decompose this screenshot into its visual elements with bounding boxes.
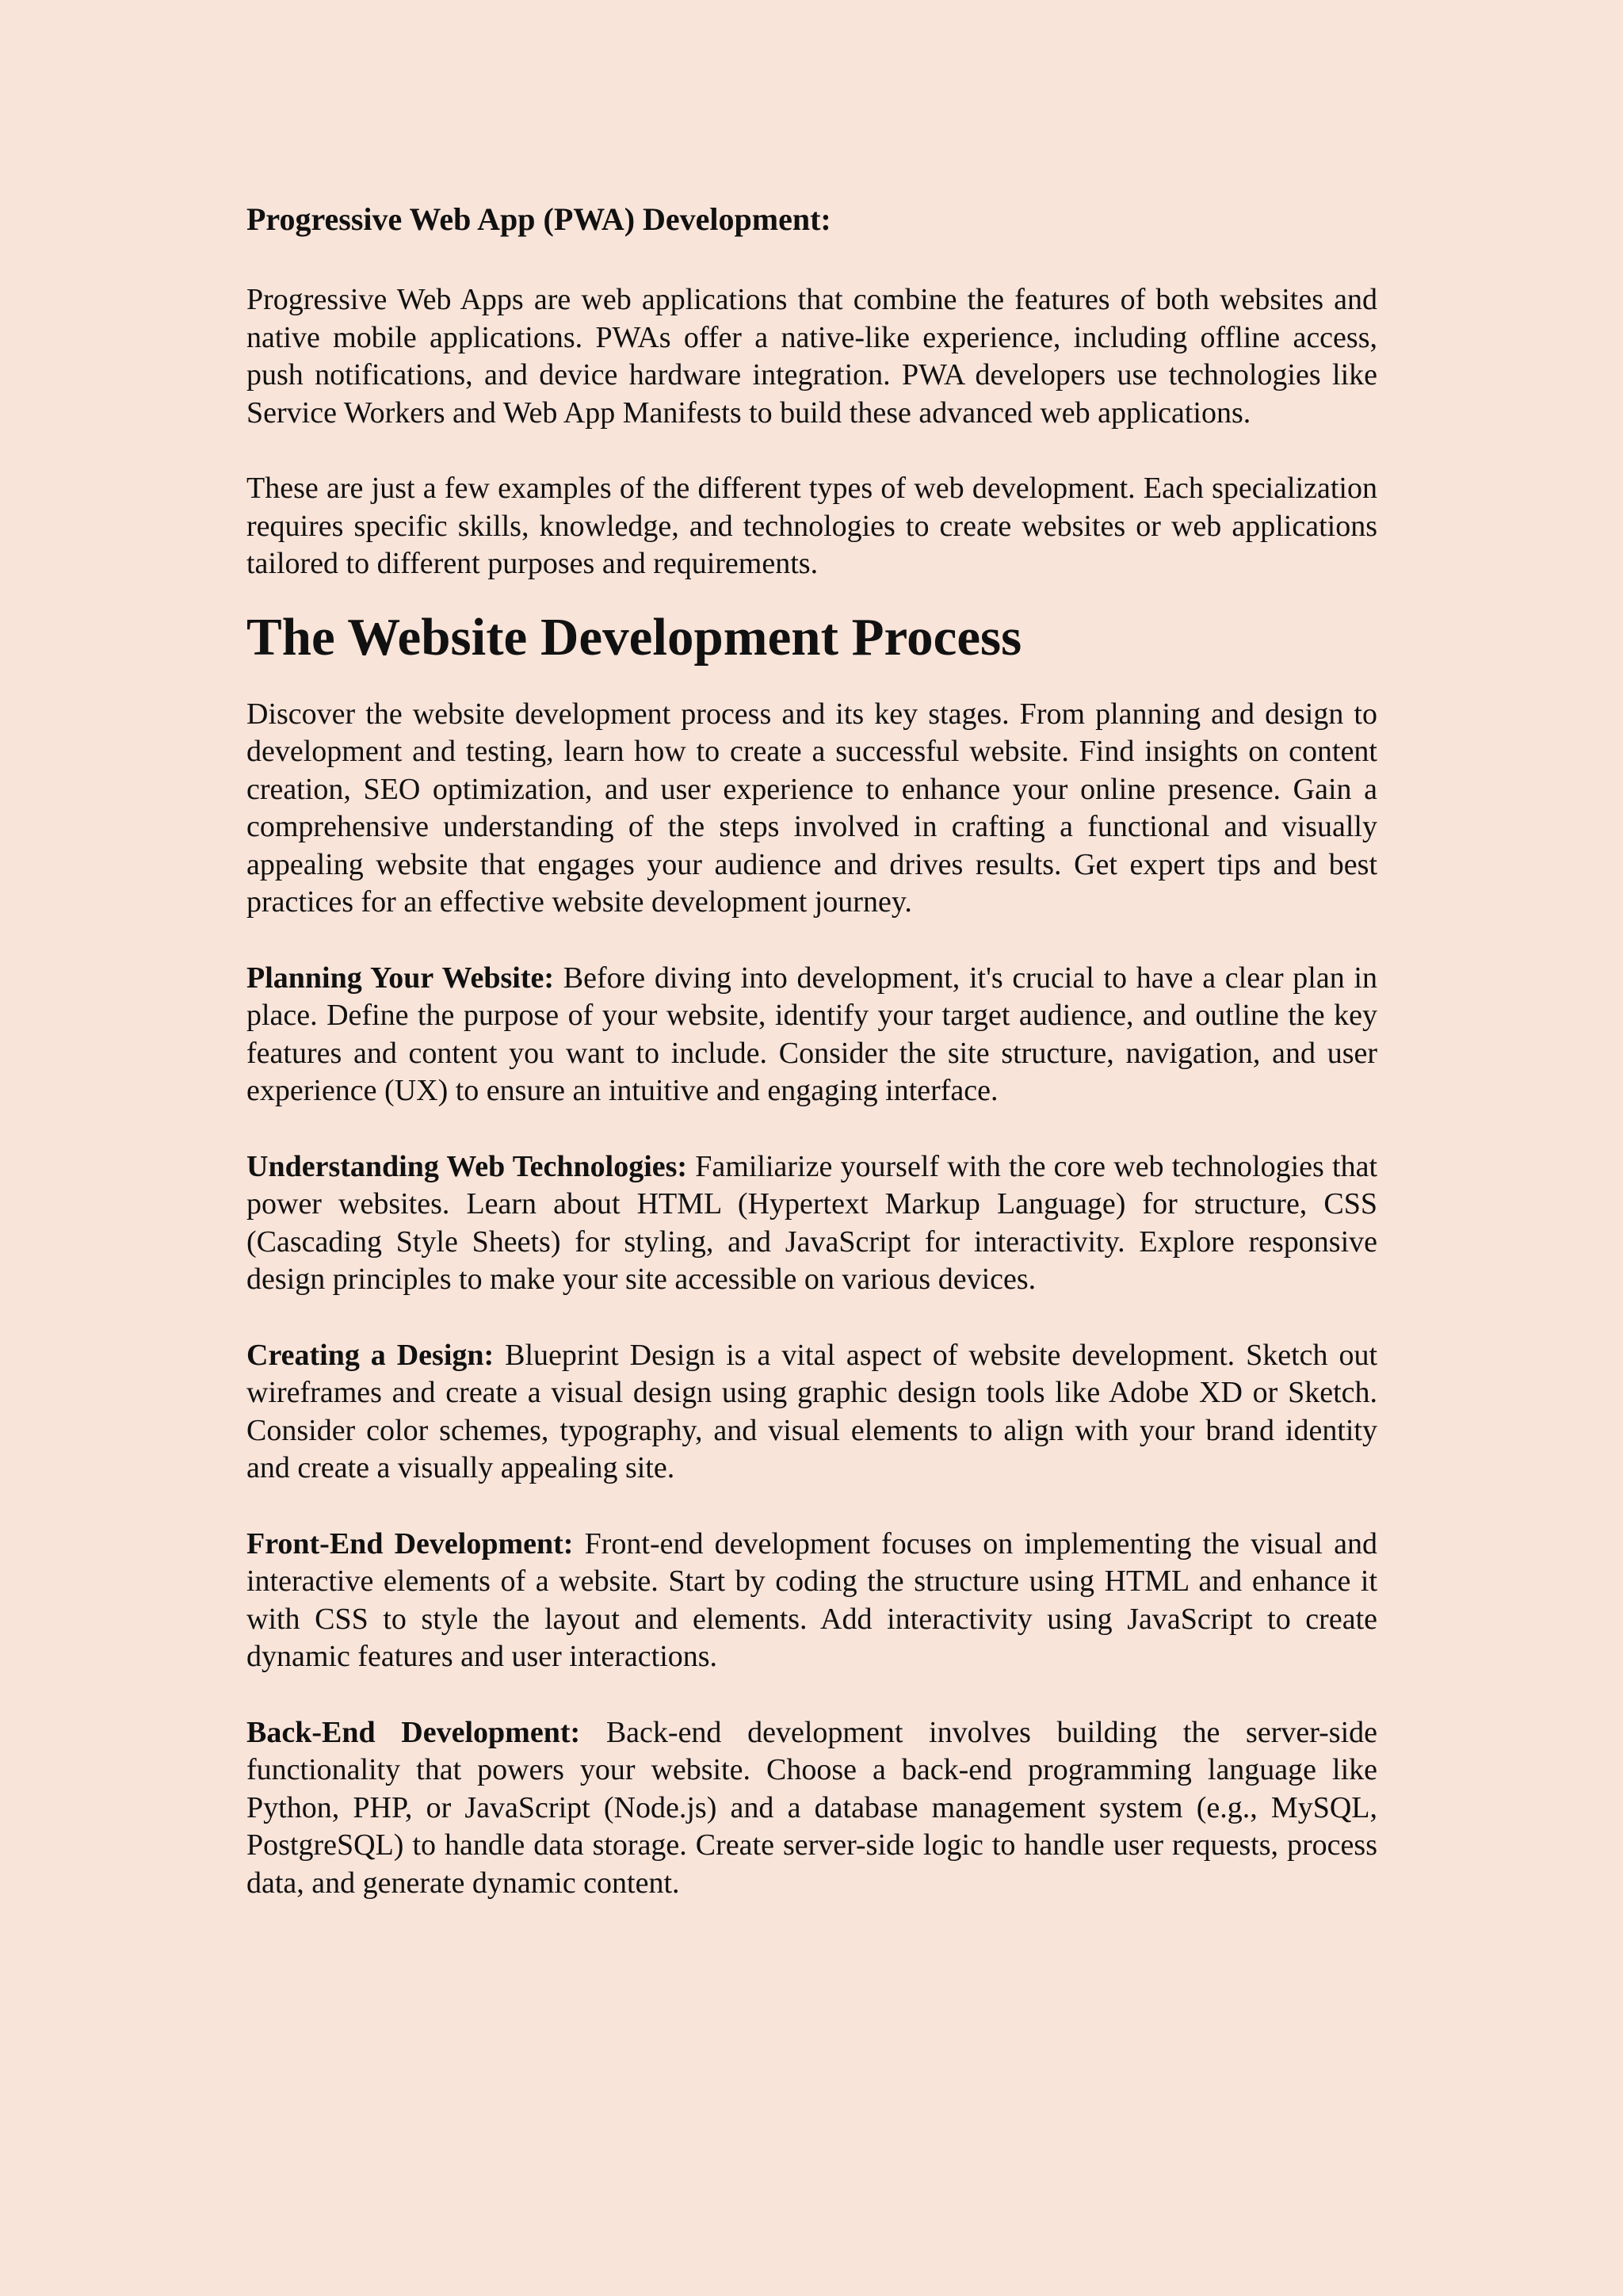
spacer: [246, 1299, 1377, 1337]
step-design-term: Creating a Design:: [246, 1338, 495, 1372]
step-technologies-paragraph: [246, 1148, 1377, 1299]
process-title: The Website Development Process: [246, 607, 1022, 667]
spacer: [246, 669, 1377, 696]
summary-paragraph: These are just a few examples of the different types of web development. Each specialization requires specific skills, knowledge, and technologies to create websites or web applications tailored to different purposes and requirements.: [246, 472, 1377, 580]
step-planning-text: Before diving into development, it's crucial to have a clear plan in place. Define the purpose of your website, identify your target audience, and outline the key features and content you want to include. Consider the site structure, navigation, and user experience (UX) to ensure an intuitive and engaging interface.: [246, 961, 1377, 1107]
step-backend-term: Back-End Development:: [246, 1715, 581, 1749]
step-backend-paragraph: [246, 1714, 1377, 1903]
spacer: [246, 1676, 1377, 1714]
spacer: [246, 922, 1377, 960]
step-backend-text: Back-end development involves building the server-side functionality that powers your website. Choose a back-end programming language like Python, PHP, or JavaScript (Node.js) and a database management system (e.g., MySQL, PostgreSQL) to handle data storage. Create server-side logic to handle user requests, process data, and generate dynamic content.: [246, 1715, 1377, 1900]
step-frontend-text: Front-end development focuses on implementing the visual and interactive elements of a website. Start by coding the structure using HTML and enhance it with CSS to style the layout and elements. Add interactivity using JavaScript to create dynamic features and user interactions.: [246, 1526, 1377, 1673]
spacer: [246, 1110, 1377, 1148]
step-technologies-text: Familiarize yourself with the core web technologies that power websites. Learn about HTML (Hypertext Markup Language) for structure, CSS (Cascading Style Sheets) for styling, and JavaScript for interactivity. Explore responsive design principles to make your site accessible on various devices.: [246, 1149, 1378, 1296]
spacer: [246, 432, 1377, 470]
process-intro-paragraph: Discover the website development process and its key stages. From planning and design to development and testing, learn how to create a successful website. Find insights on content creation, SEO optimization, and user experience to enhance your online presence. Gain a comprehensive understanding of the steps involved in crafting a functional and visually appealing website that engages your audience and drives results. Get expert tips and best practices for an effective website development journey.: [246, 697, 1377, 919]
step-planning-paragraph: [246, 960, 1377, 1110]
step-frontend-term: Front-End Development:: [246, 1526, 574, 1561]
spacer: [246, 244, 1377, 281]
step-design-paragraph: [246, 1337, 1377, 1488]
pwa-paragraph: Progressive Web Apps are web applications that combine the features of both websites and native mobile applications. PWAs offer a native-like experience, including offline access, push notifications, and device hardware integration. PWA developers use technologies like Service Workers and Web App Manifests to build these advanced web applications.: [246, 283, 1377, 430]
pwa-heading: Progressive Web App (PWA) Development:: [246, 201, 831, 237]
page-content: [246, 195, 1377, 1902]
step-frontend-paragraph: [246, 1526, 1377, 1676]
spacer: [246, 1488, 1377, 1526]
step-technologies-term: Understanding Web Technologies:: [246, 1149, 688, 1183]
step-design-text: Blueprint Design is a vital aspect of website development. Sketch out wireframes and create a visual design using graphic design tools like Adobe XD or Sketch. Consider color schemes, typography, and visual elements to align with your brand identity and create a visually appealing site.: [246, 1338, 1378, 1484]
step-planning-term: Planning Your Website:: [246, 961, 555, 995]
spacer: [246, 583, 1377, 606]
